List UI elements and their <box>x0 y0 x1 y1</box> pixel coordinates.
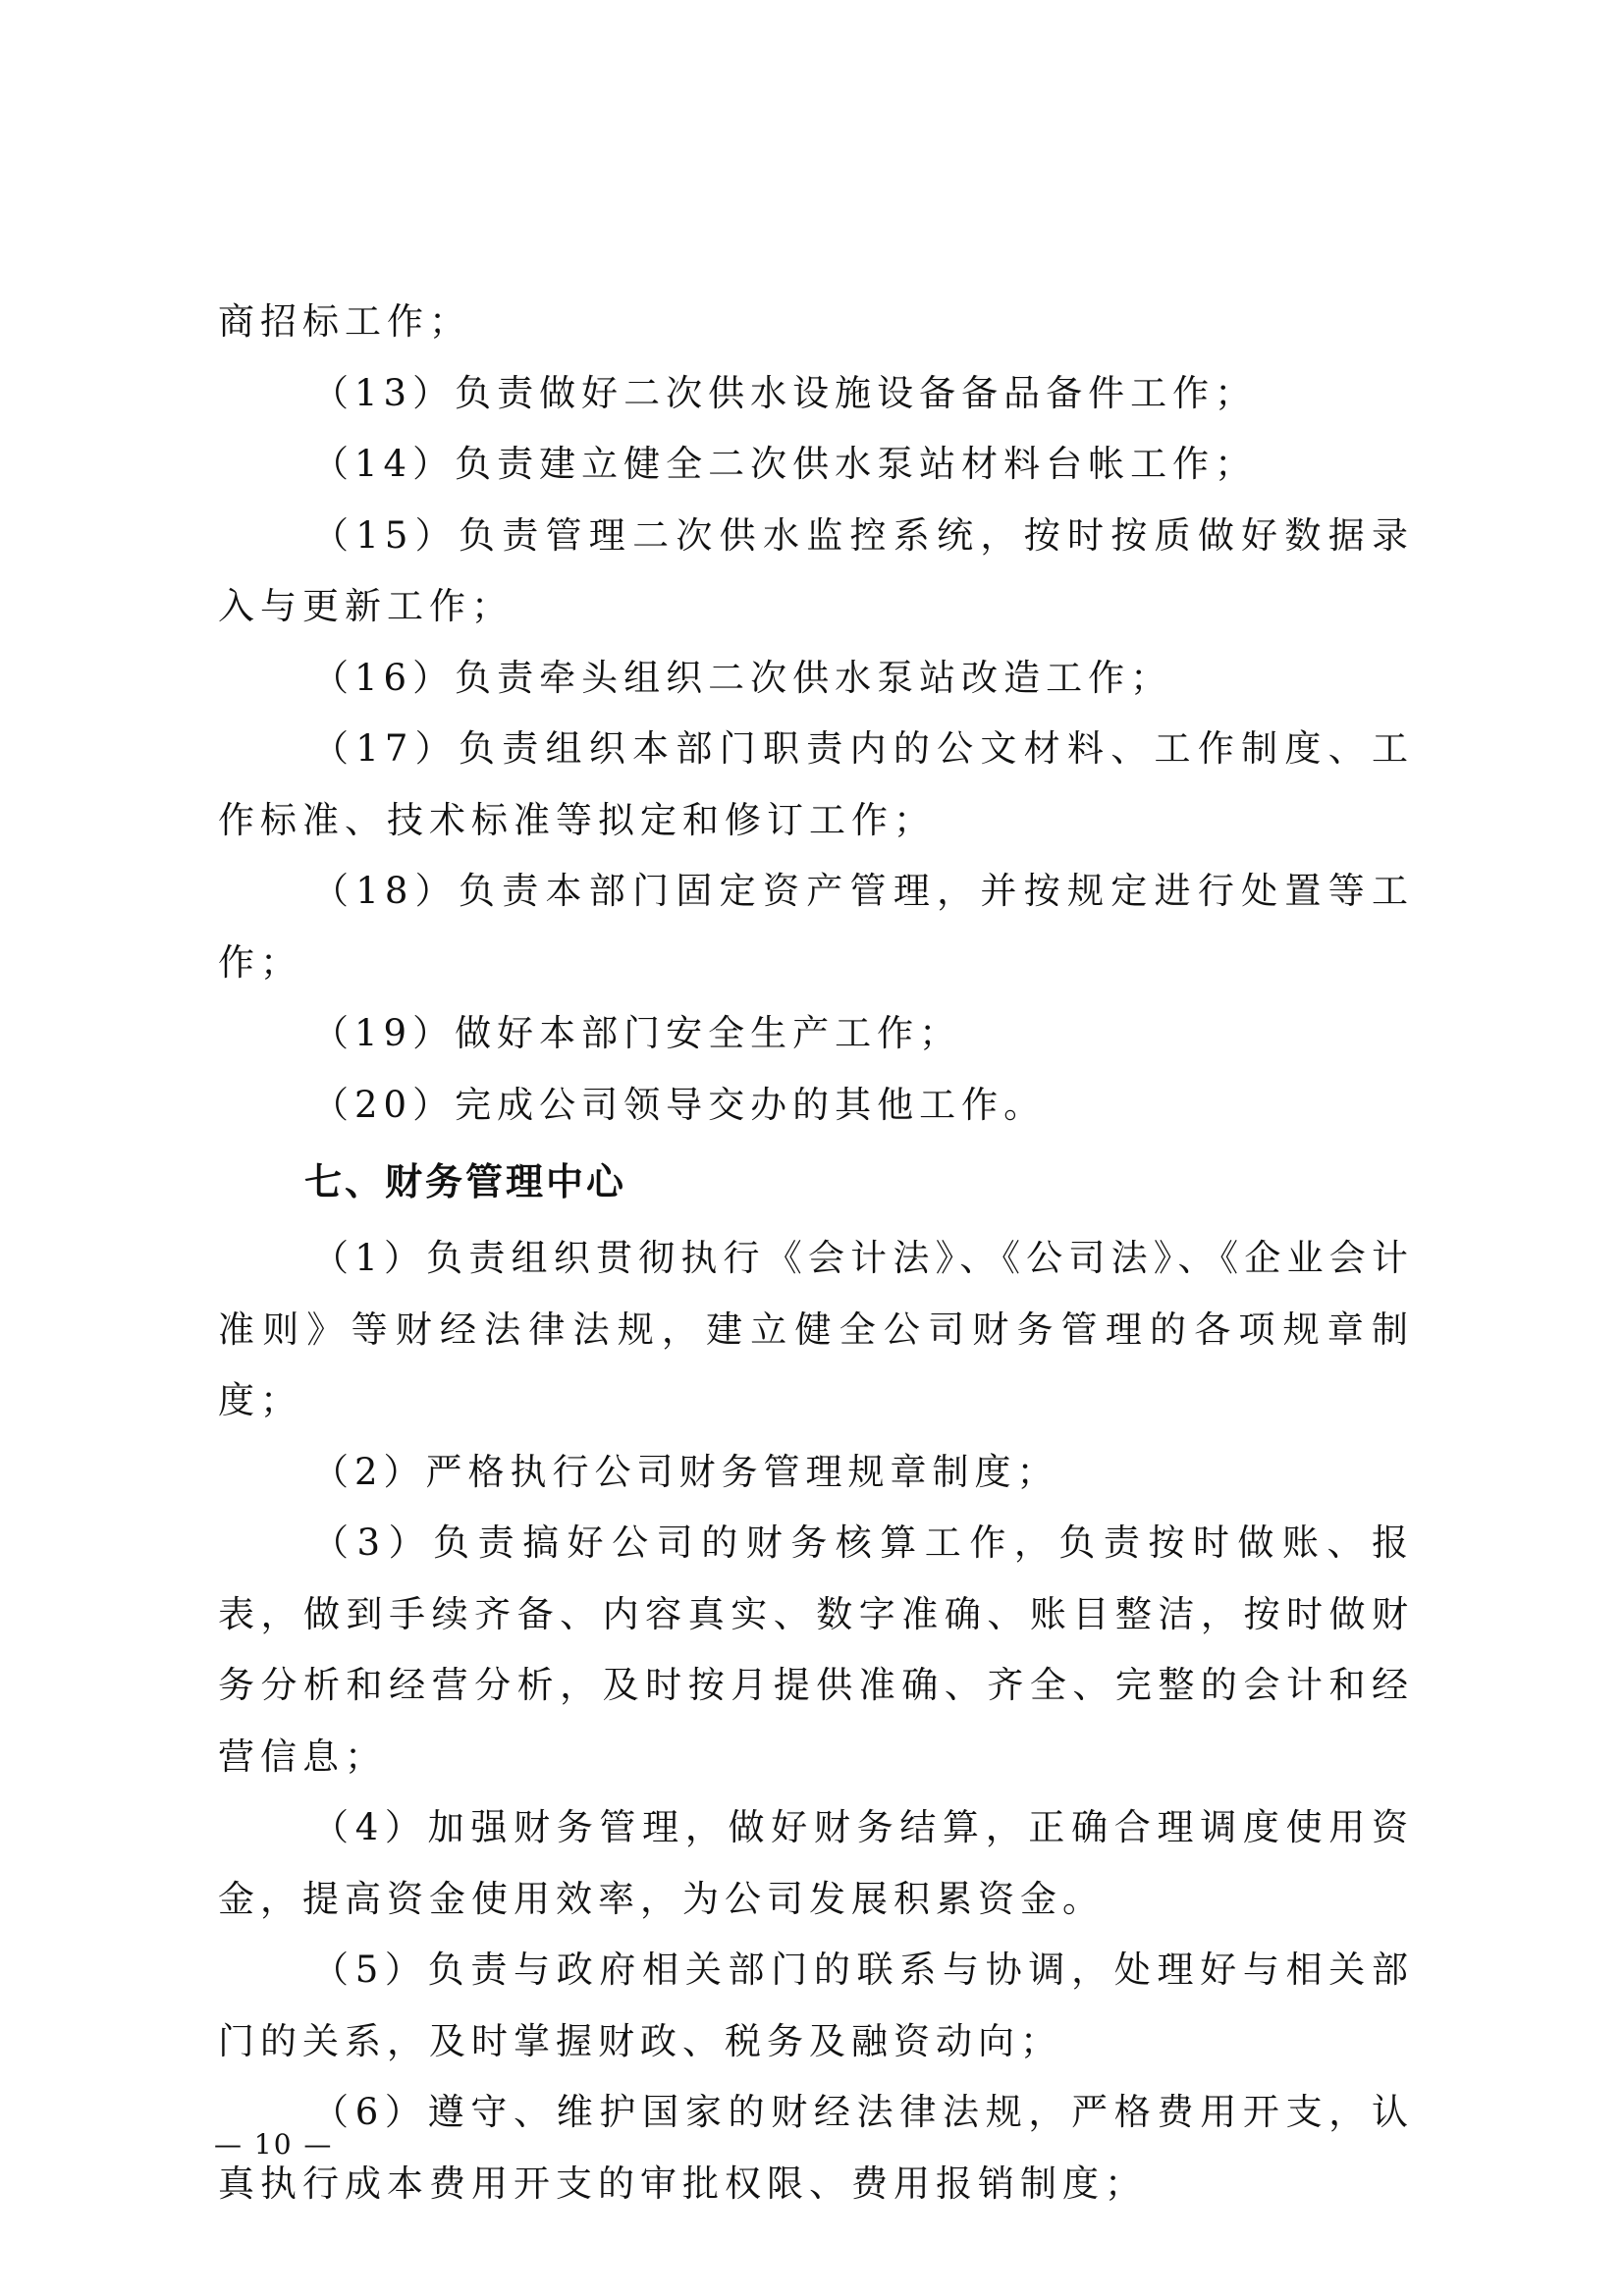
page-number: — 10 — <box>214 2128 334 2161</box>
list-item: （15）负责管理二次供水监控系统，按时按质做好数据录入与更新工作； <box>218 513 1414 627</box>
list-item: （17）负责组织本部门职责内的公文材料、工作制度、工作标准、技术标准等拟定和修订工作； <box>218 727 1414 841</box>
list-item: （5）负责与政府相关部门的联系与协调，处理好与相关部门的关系，及时掌握财政、税务及融资动向； <box>218 1949 1414 2062</box>
list-item: （18）负责本部门固定资产管理，并按规定进行处置等工作； <box>218 870 1414 984</box>
list-item: （3）负责搞好公司的财务核算工作，负责按时做账、报表，做到手续齐备、内容真实、数字准确、账目整洁，按时做财务分析和经营分析，及时按月提供准确、齐全、完整的会计和经营信息； <box>218 1522 1414 1778</box>
section-heading: 七、财务管理中心 <box>304 1160 627 1203</box>
list-before-section <box>218 287 1414 1141</box>
list-item: （1）负责组织贯彻执行《会计法》、《公司法》、《企业会计准则》等财经法律法规，建立健全公司财务管理的各项规章制度； <box>218 1237 1414 1421</box>
list-item: （14）负责建立健全二次供水泵站材料台帐工作； <box>312 443 1258 485</box>
list-item: （2）严格执行公司财务管理规章制度； <box>312 1450 1059 1493</box>
document-body <box>218 287 1414 2219</box>
list-item: 商招标工作； <box>218 300 471 343</box>
list-item: （13）负责做好二次供水设施设备备品备件工作； <box>312 371 1258 414</box>
list-item: （19）做好本部门安全生产工作； <box>312 1012 962 1054</box>
list-item: （6）遵守、维护国家的财经法律法规，严格费用开支，认真执行成本费用开支的审批权限、费用报销制度； <box>218 2091 1414 2205</box>
list-after-section <box>218 1223 1414 2219</box>
list-item: （4）加强财务管理，做好财务结算，正确合理调度使用资金，提高资金使用效率，为公司发展积累资金。 <box>218 1806 1414 1920</box>
list-item: （20）完成公司领导交办的其他工作。 <box>312 1083 1047 1126</box>
list-item: （16）负责牵头组织二次供水泵站改造工作； <box>312 656 1173 699</box>
